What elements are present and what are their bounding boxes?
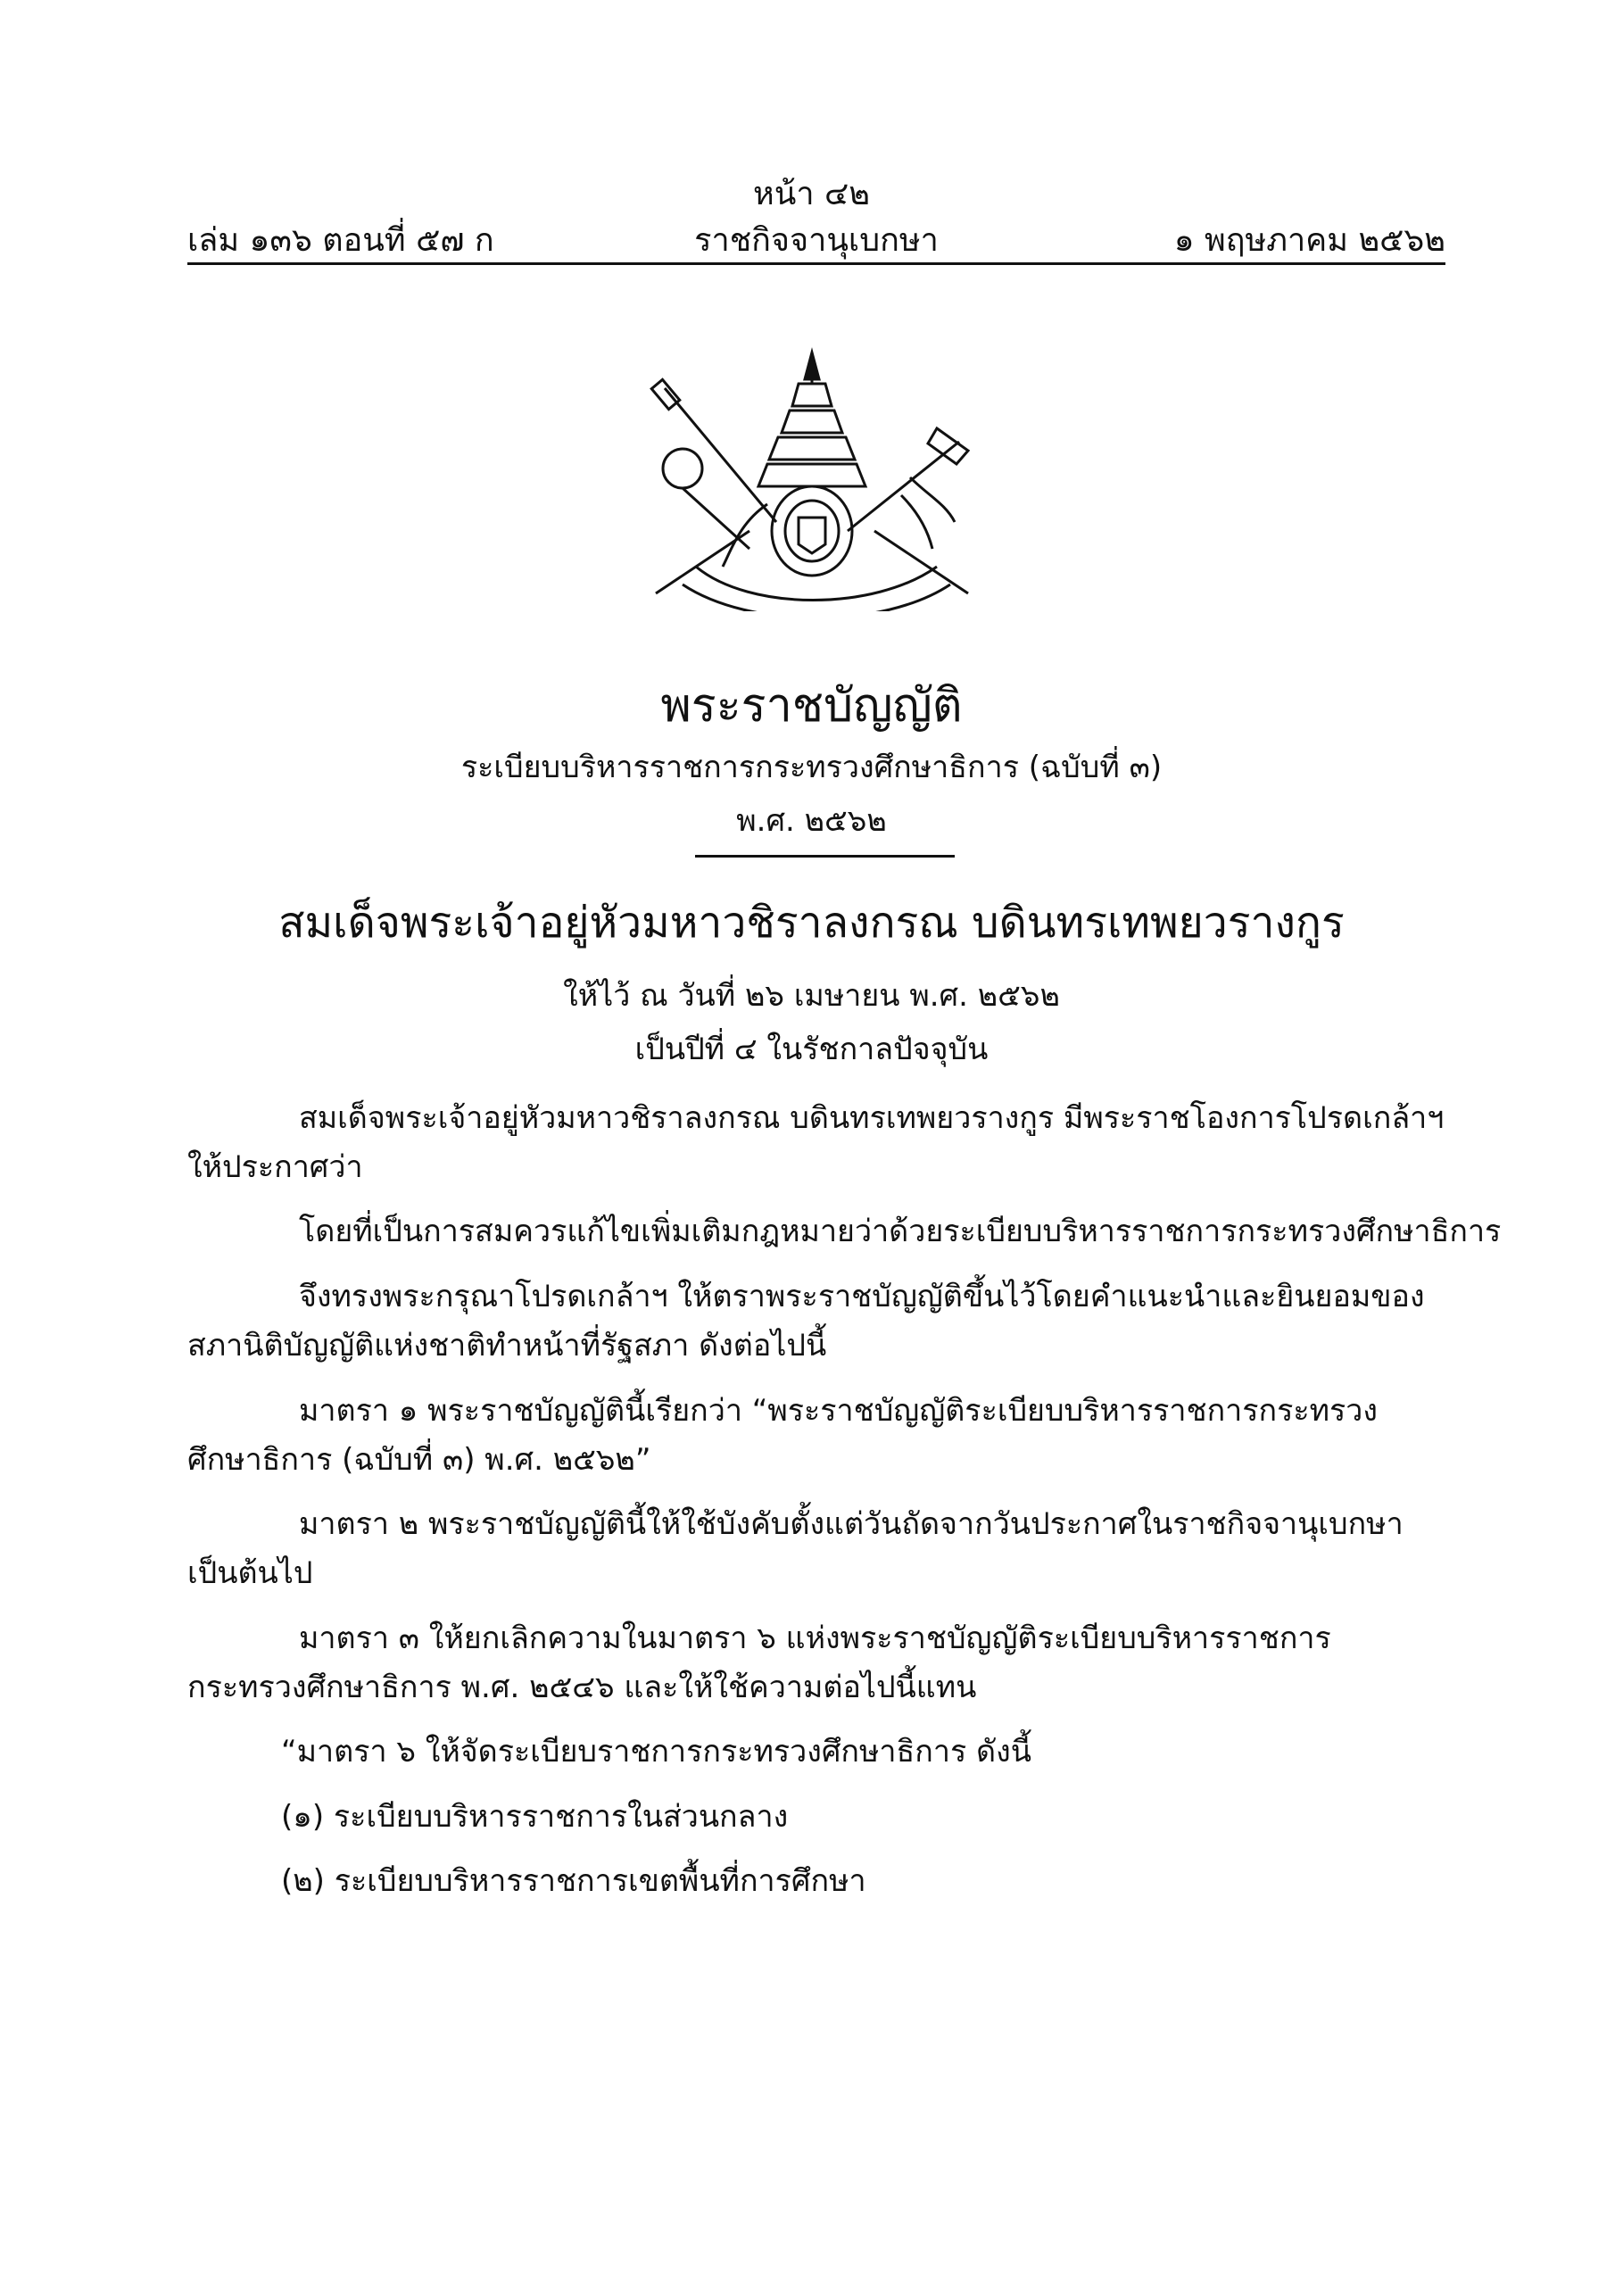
quoted-section-6: “มาตรา ๖ ให้จัดระเบียบราชการกระทรวงศึกษาธิการ ดังนี้: [281, 1734, 1031, 1770]
gazette-name: ราชกิจจานุเบกษา: [694, 222, 939, 259]
publication-date: ๑ พฤษภาคม ๒๕๖๒: [1173, 222, 1445, 259]
reign-year: เป็นปีที่ ๔ ในรัชกาลปัจจุบัน: [634, 1032, 989, 1067]
volume-issue: เล่ม ๑๓๖ ตอนที่ ๕๗ ก: [187, 222, 494, 259]
document-subtitle: ระเบียบบริหารราชการกระทรวงศึกษาธิการ (ฉบับที่ ๓): [460, 750, 1163, 785]
document-title: พระราชบัญญัติ: [660, 679, 963, 733]
document-year: พ.ศ. ๒๕๖๒: [736, 803, 887, 839]
page-number: หน้า ๔๒: [753, 176, 870, 212]
quoted-item-2: (๒) ระเบียบบริหารราชการเขตพื้นที่การศึกษา: [281, 1863, 866, 1899]
enactment-line-2: สภานิติบัญญัติแห่งชาติทำหน้าที่รัฐสภา ดังต่อไปนี้: [187, 1328, 827, 1364]
preamble-line-1: สมเด็จพระเจ้าอยู่หัวมหาวชิราลงกรณ บดินทรเทพยวรางกูร มีพระราชโองการโปรดเกล้าฯ: [299, 1100, 1445, 1136]
section-1-line-1: มาตรา ๑ พระราชบัญญัตินี้เรียกว่า “พระราชบัญญัติระเบียบบริหารราชการกระทรวง: [299, 1393, 1378, 1429]
header-divider: [187, 262, 1445, 265]
preamble-line-2: ให้ประกาศว่า: [187, 1149, 363, 1185]
enactment-line-1: จึงทรงพระกรุณาโปรดเกล้าฯ ให้ตราพระราชบัญญัติขึ้นไว้โดยคำแนะนำและยินยอมของ: [299, 1279, 1425, 1314]
gazette-header: [187, 214, 1445, 259]
royal-emblem-icon: [642, 344, 981, 611]
section-3-line-2: กระทรวงศึกษาธิการ พ.ศ. ๒๕๔๖ และให้ใช้ความต่อไปนี้แทน: [187, 1670, 977, 1705]
title-divider: [695, 855, 955, 858]
section-2-line-2: เป็นต้นไป: [187, 1555, 313, 1591]
section-2-line-1: มาตรา ๒ พระราชบัญญัตินี้ให้ใช้บังคับตั้งแต่วันถัดจากวันประกาศในราชกิจจานุเบกษา: [299, 1506, 1404, 1542]
section-3-line-1: มาตรา ๓ ให้ยกเลิกความในมาตรา ๖ แห่งพระราชบัญญัติระเบียบบริหารราชการ: [299, 1620, 1331, 1656]
quoted-item-1: (๑) ระเบียบบริหารราชการในส่วนกลาง: [281, 1799, 789, 1835]
king-name: สมเด็จพระเจ้าอยู่หัวมหาวชิราลงกรณ บดินทรเทพยวรางกูร: [278, 898, 1345, 948]
section-1-line-2: ศึกษาธิการ (ฉบับที่ ๓) พ.ศ. ๒๕๖๒”: [187, 1442, 651, 1478]
rationale-paragraph: โดยที่เป็นการสมควรแก้ไขเพิ่มเติมกฎหมายว่าด้วยระเบียบบริหารราชการกระทรวงศึกษาธิการ: [299, 1214, 1502, 1249]
given-date: ให้ไว้ ณ วันที่ ๒๖ เมษายน พ.ศ. ๒๕๖๒: [563, 978, 1060, 1014]
